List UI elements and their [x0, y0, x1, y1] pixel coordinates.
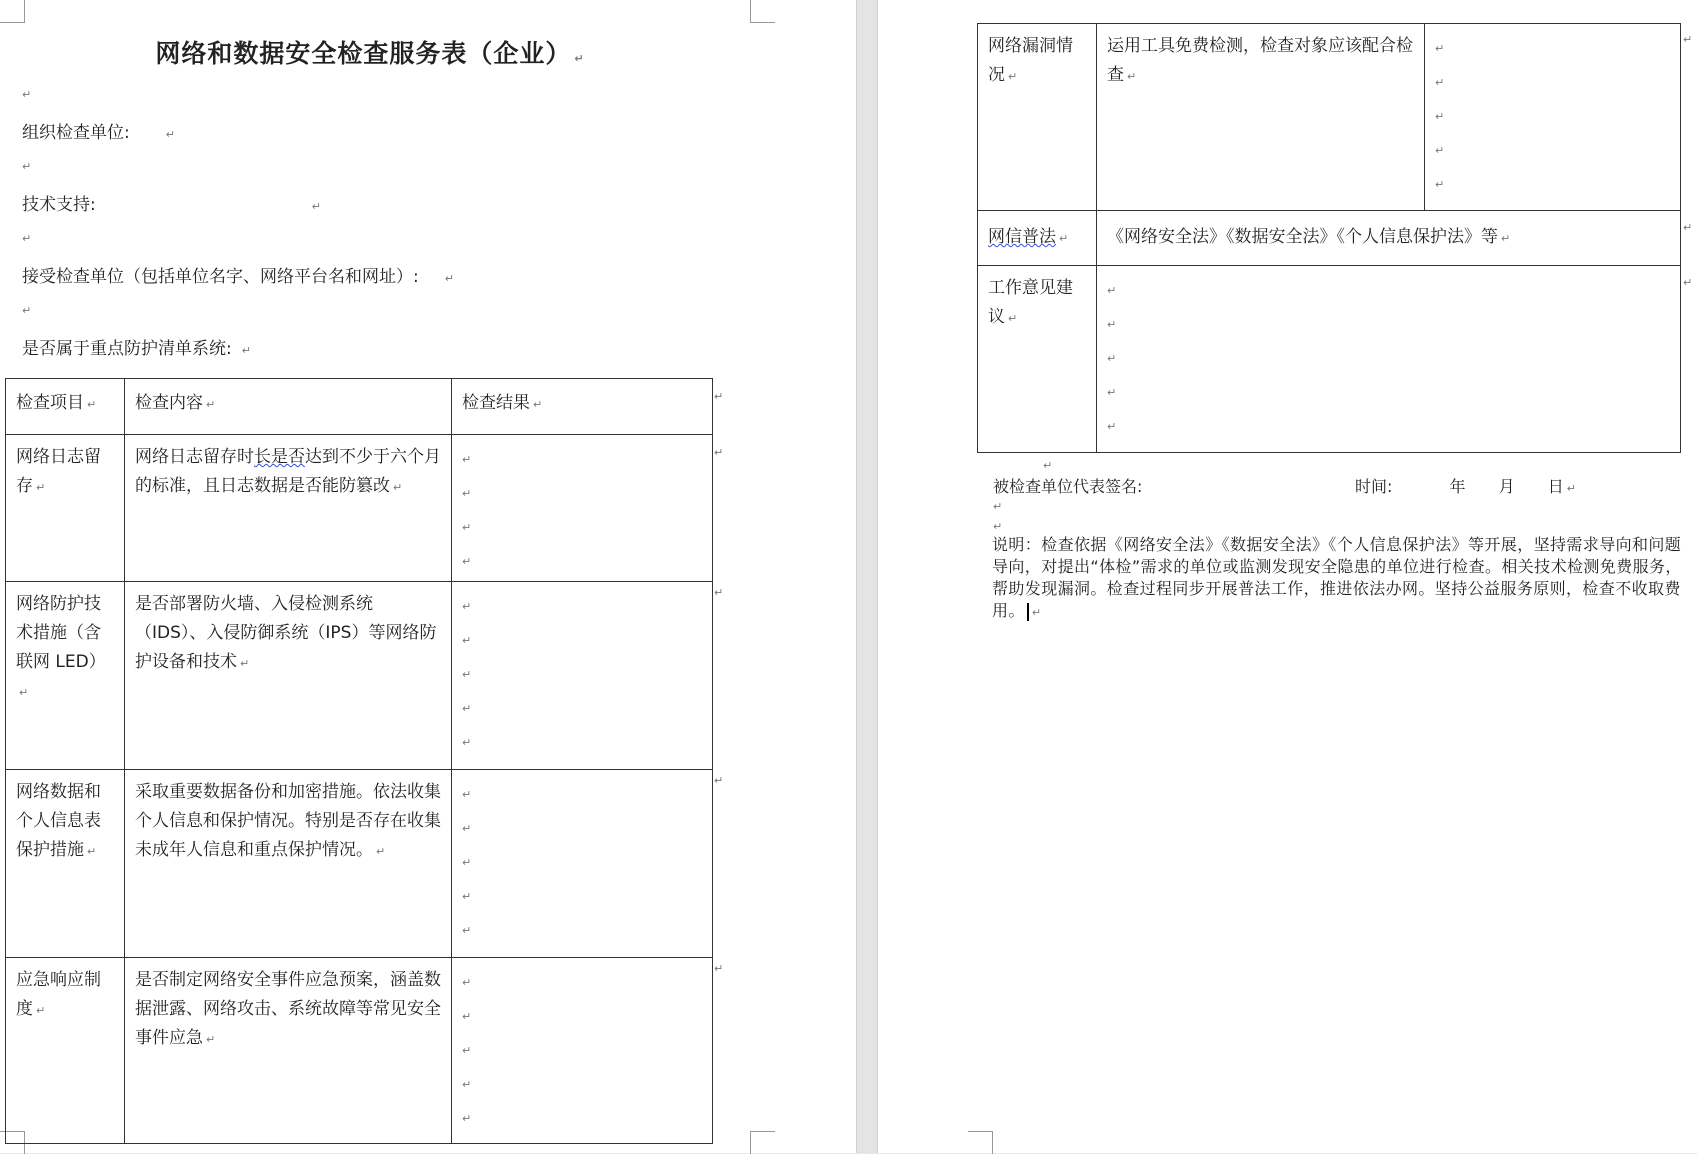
year-label: 年: [1449, 477, 1466, 496]
signature-line[interactable]: [993, 474, 1142, 497]
inspection-table-continued: [977, 23, 1681, 453]
paragraph-mark: ↵: [993, 500, 1003, 513]
cell-item[interactable]: 网络漏洞情况 ↵: [978, 24, 1097, 211]
row-end-mark: ↵: [1683, 221, 1693, 234]
header-cell-result[interactable]: 检查结果 ↵: [452, 379, 713, 435]
month-label: 月: [1498, 477, 1515, 496]
cell-content[interactable]: 《网络安全法》《数据安全法》《个人信息保护法》等 ↵: [1097, 211, 1681, 266]
cell-content[interactable]: 是否制定网络安全事件应急预案，涵盖数据泄露、网络攻击、系统故障等常见安全事件应急 ↵: [125, 958, 452, 1144]
cell-item[interactable]: 应急响应制度 ↵: [6, 958, 125, 1144]
field-inspected-unit[interactable]: 接受检查单位（包括单位名字、网络平台名和网址）: ↵: [22, 267, 454, 287]
cell-item[interactable]: 工作意见建议 ↵: [978, 266, 1097, 453]
paragraph-mark: ↵: [22, 88, 32, 101]
cell-content[interactable]: 是否部署防火墙、入侵检测系统（IDS）、入侵防御系统（IPS）等网络防护设备和技术 ↵: [125, 582, 452, 770]
cell-content[interactable]: ↵ ↵ ↵ ↵ ↵: [1097, 266, 1681, 453]
table-row: [6, 958, 713, 1144]
row-end-mark: ↵: [714, 962, 724, 975]
cell-item[interactable]: 网信普法 ↵: [978, 211, 1097, 266]
field-key-protection[interactable]: 是否属于重点防护清单系统: ↵: [22, 339, 251, 359]
time-label: 时间:: [1355, 477, 1393, 496]
crop-mark: [750, 1131, 775, 1154]
table-row: [6, 582, 713, 770]
table-row: [6, 435, 713, 582]
row-end-mark: ↵: [1683, 276, 1693, 289]
table-header-row: [6, 379, 713, 435]
date-line[interactable]: 时间: 年 月 日 ↵: [1355, 477, 1576, 496]
paragraph-mark: ↵: [1043, 459, 1053, 472]
paragraph-mark: ↵: [22, 304, 32, 317]
cell-item[interactable]: 网络防护技术措施（含联网 LED）↵: [6, 582, 125, 770]
row-end-mark: ↵: [714, 586, 724, 599]
row-end-mark: ↵: [714, 390, 724, 403]
table-row: [978, 211, 1681, 266]
page-gutter: [856, 0, 878, 1153]
row-end-mark: ↵: [714, 446, 724, 459]
text-cursor: [1027, 603, 1029, 621]
cell-item[interactable]: 网络日志留存 ↵: [6, 435, 125, 582]
cell-result[interactable]: ↵ ↵ ↵ ↵ ↵: [452, 770, 713, 958]
inspection-table: [5, 378, 713, 1144]
header-cell-item[interactable]: 检查项目 ↵: [6, 379, 125, 435]
paragraph-mark: ↵: [22, 160, 32, 173]
table-row: [978, 266, 1681, 453]
cell-result[interactable]: ↵ ↵ ↵ ↵ ↵: [452, 582, 713, 770]
table-row: [978, 24, 1681, 211]
field-organizer[interactable]: 组织检查单位: ↵: [22, 123, 175, 143]
row-end-mark: ↵: [714, 774, 724, 787]
explanation-note[interactable]: 说明：检查依据《网络安全法》《数据安全法》《个人信息保护法》等开展，坚持需求导向和问题导向，对提出“体检”需求的单位或监测发现安全隐患的单位进行检查。相关技术检测免费服务，帮助发现漏洞。检查过程同步开展普法工作，推进依法办网。坚持公益服务原则，检查不收取费用。 ↵: [992, 535, 1682, 620]
cell-result[interactable]: ↵ ↵ ↵ ↵ ↵: [452, 958, 713, 1144]
crop-mark: [0, 0, 25, 23]
signature-label: 被检查单位代表签名:: [993, 477, 1143, 496]
paragraph-mark: ↵: [993, 520, 1003, 533]
cell-result[interactable]: ↵ ↵ ↵ ↵: [452, 435, 713, 582]
row-end-mark: ↵: [1683, 33, 1693, 46]
cell-item[interactable]: 网络数据和个人信息表保护措施 ↵: [6, 770, 125, 958]
field-tech-support[interactable]: 技术支持: ↵: [22, 195, 321, 215]
paragraph-mark: ↵: [22, 232, 32, 245]
crop-mark: [750, 0, 775, 23]
document-title[interactable]: 网络和数据安全检查服务表（企业） ↵: [155, 39, 585, 68]
cell-content[interactable]: 网络日志留存时长是否达到不少于六个月的标准，且日志数据是否能防篡改 ↵: [125, 435, 452, 582]
cell-content[interactable]: 运用工具免费检测，检查对象应该配合检查 ↵: [1097, 24, 1425, 211]
spellcheck-underline: 长是否: [254, 447, 305, 467]
crop-mark: [968, 1131, 993, 1154]
table-row: [6, 770, 713, 958]
cell-content[interactable]: 采取重要数据备份和加密措施。依法收集个人信息和保护情况。特别是否存在收集未成年人信息和重点保护情况。 ↵: [125, 770, 452, 958]
day-label: 日: [1547, 477, 1564, 496]
header-cell-content[interactable]: 检查内容 ↵: [125, 379, 452, 435]
cell-result[interactable]: ↵ ↵ ↵ ↵ ↵: [1425, 24, 1681, 211]
